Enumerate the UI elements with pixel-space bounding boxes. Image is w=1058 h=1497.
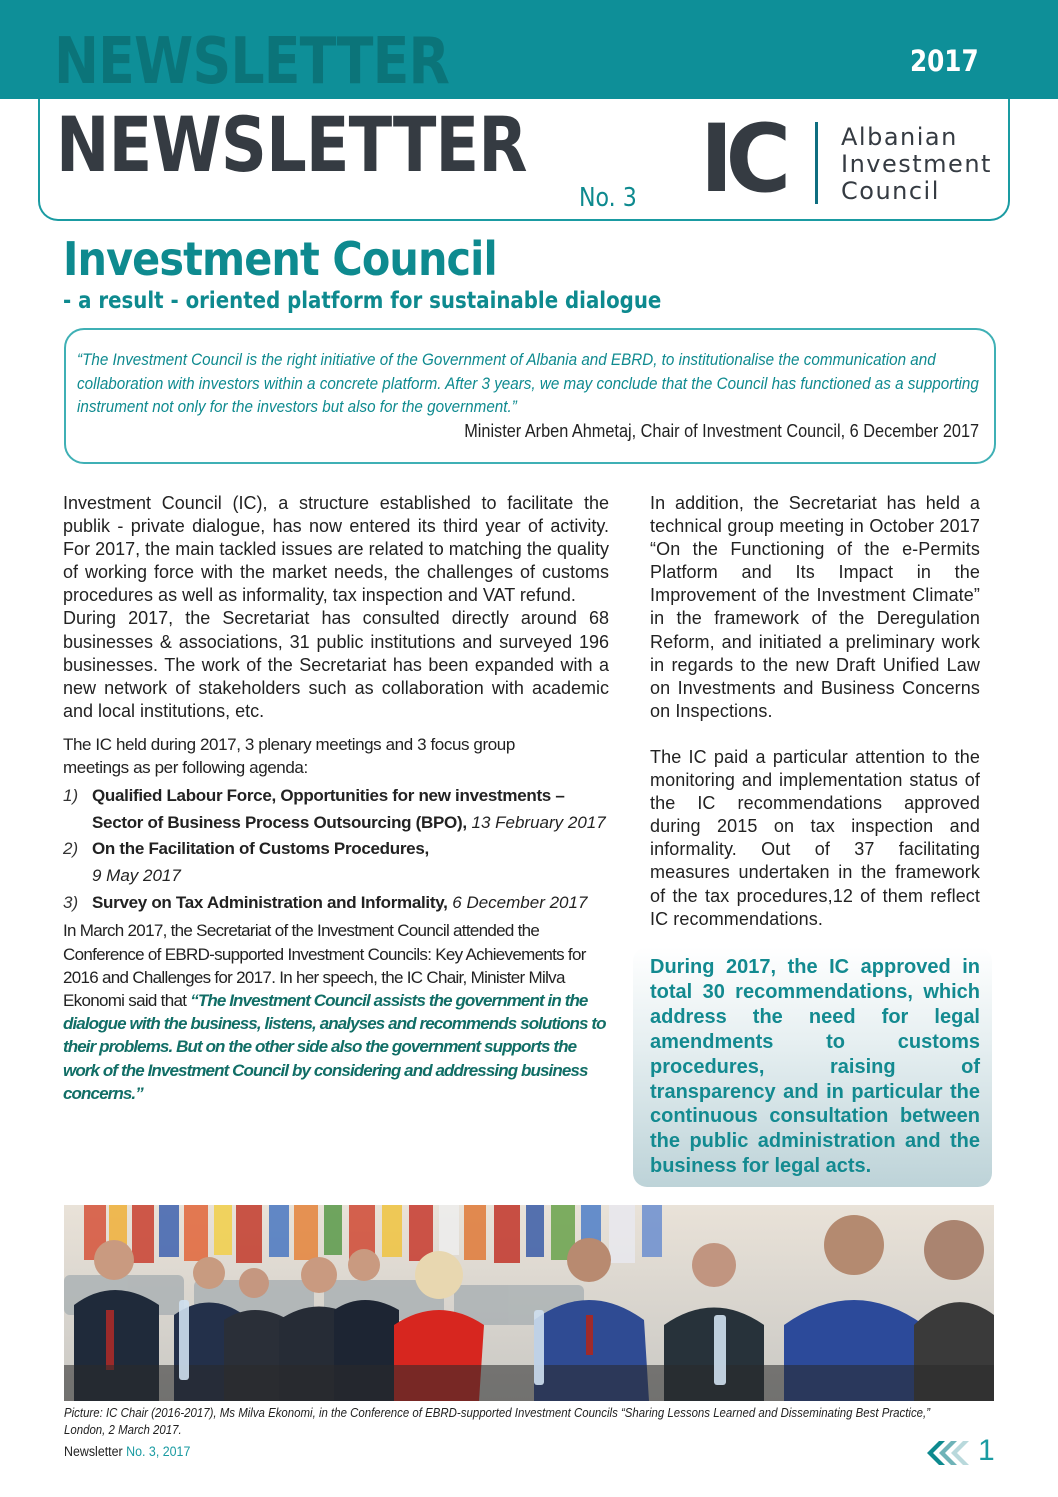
agenda-title: Survey on Tax Administration and Informality, — [92, 892, 448, 912]
agenda-date: 9 May 2017 — [92, 866, 181, 886]
ghost-title: NEWSLETTER — [54, 25, 450, 99]
logo-divider — [815, 122, 818, 204]
logo-line: Council — [841, 177, 940, 205]
footer-label — [64, 1444, 190, 1459]
highlight-text: During 2017, the IC approved in total 30 recommendations, which address the need for legal amendments to customs procedures, raising of transparency and in particular the continuous consultation between the public administration and the business for legal acts. — [650, 956, 980, 1178]
minister-quote: “The Investment Council assists the government in the dialogue with the business, listens, analyses and recommends solutions to their problems. But on the other side also the government supports the work of the Investment Council by considering and addressing business concerns.” — [63, 991, 606, 1103]
agenda-number: 2) — [63, 839, 79, 859]
agenda-number: 3) — [63, 892, 79, 912]
issue-number: No. 3 — [579, 183, 637, 213]
logo-line: Investment — [841, 150, 992, 178]
agenda-item — [63, 836, 609, 889]
agenda-list — [63, 783, 609, 917]
agenda-number: 1) — [63, 785, 79, 805]
logo-line: Albanian — [841, 123, 958, 151]
right-column — [650, 492, 980, 931]
logo-mark: IC — [700, 105, 784, 214]
section-subtitle: - a result - oriented platform for sustainable dialogue — [63, 288, 662, 314]
agenda-title: On the Facilitation of Customs Procedures, — [92, 839, 429, 859]
logo-text — [841, 124, 992, 205]
page-number: 1 — [978, 1434, 995, 1467]
chevrons-left-icon — [925, 1440, 973, 1466]
conference-paragraph — [63, 919, 609, 1105]
intro-paragraph: Investment Council (IC), a structure established to facilitate the publik - private dialogue, has now entered its third year of activity. For 2017, the main tackled issues are related to matching the quality of working force with the market needs, the challenges of customs procedures as well as informality, tax inspection and VAT refund. — [63, 493, 609, 606]
secretariat-paragraph: During 2017, the Secretariat has consulted directly around 68 businesses & associations, 31 public institutions and surveyed 196 businesses. The work of the Secretariat has been expanded with a new network of stakeholders such as collaboration with academic and local institutions, etc. — [63, 608, 609, 721]
agenda-intro: The IC held during 2017, 3 plenary meetings and 3 focus group meetings as per following agenda: — [63, 734, 515, 777]
agenda-date: 13 February 2017 — [471, 812, 606, 832]
agenda-title: Qualified Labour Force, Opportunities for new investments – Sector of Business Process Outsourcing (BPO), — [92, 785, 565, 832]
newsletter-title: NEWSLETTER — [56, 100, 527, 189]
photo-illustration — [64, 1205, 994, 1401]
technical-meeting-paragraph: In addition, the Secretariat has held a technical group meeting in October 2017 “On the Functioning of the e-Permits Platform and Its Impact in the Improvement of the Investment Climate” in the framework of the Deregulation Reform, and initiated a preliminary work in regards to the new Draft Unified Law on Investments and Business Concerns on Inspections. — [650, 493, 980, 721]
quote-text: “The Investment Council is the right initiative of the Government of Albania and EBRD, to institutionalise the communication and collaboration with investors within a concrete platform. After 3 years, we may conclude that the Council has functioned as a supporting instrument not only for the investors but also for the government.” — [77, 350, 979, 416]
agenda-item — [63, 783, 609, 836]
monitoring-paragraph: The IC paid a particular attention to the monitoring and implementation status of the IC recommendations approved during 2015 on tax inspection and informality. Out of 37 facilitating measures undertaken in the framework of the tax procedures,12 of them reflect IC recommendations. — [650, 746, 980, 929]
footer-issue: No. 3, 2017 — [126, 1444, 191, 1459]
quote-attribution: Minister Arben Ahmetaj, Chair of Investment Council, 6 December 2017 — [464, 420, 979, 441]
agenda-date: 6 December 2017 — [452, 892, 588, 912]
section-title: Investment Council — [63, 232, 497, 286]
left-column — [63, 492, 609, 1105]
agenda-item — [63, 890, 609, 917]
issue-year: 2017 — [910, 44, 979, 78]
footer-newsletter: Newsletter — [64, 1444, 123, 1459]
conference-photo — [64, 1205, 994, 1401]
conference-text: In March 2017, the Secretariat of the Investment Council attended the Conference of EBRD-supported Investment Councils: Key Achievements for 2016 and Challenges for 2017. In her speech, the IC Chair, Minister Milva Ekonomi said that — [63, 921, 586, 1011]
photo-caption: Picture: IC Chair (2016-2017), Ms Milva Ekonomi, in the Conference of EBRD-supported Investment Councils “Sharing Lessons Learned and Disseminating Best Practice,” London, 2 March 2017. — [64, 1405, 931, 1437]
